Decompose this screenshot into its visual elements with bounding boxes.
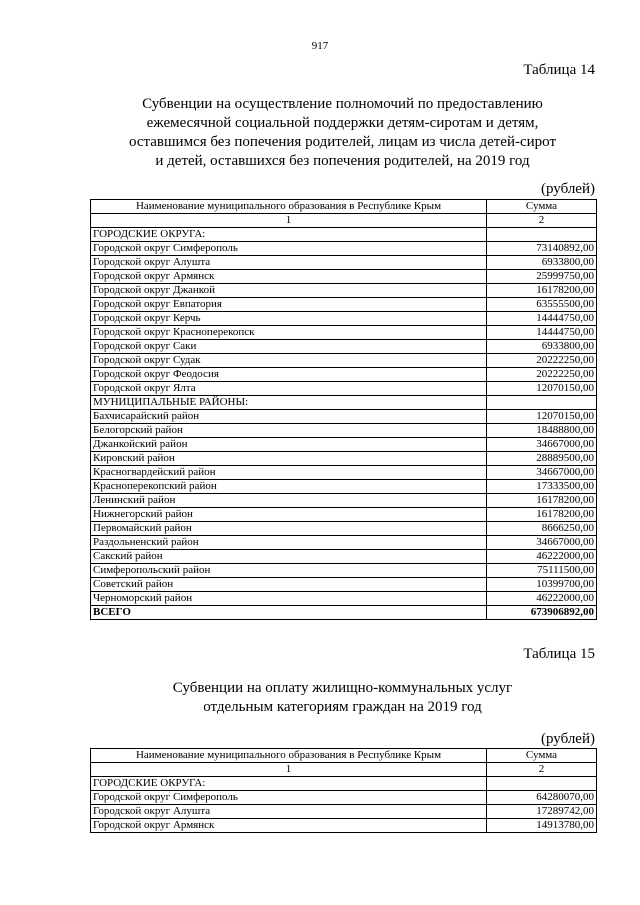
table-row: [91, 550, 597, 564]
municipality-name: Городской округ Армянск: [91, 819, 487, 833]
amount-cell: [487, 228, 597, 242]
amount-cell: 25999750,00: [487, 270, 597, 284]
amount-cell: 34667000,00: [487, 438, 597, 452]
amount-cell: 18488800,00: [487, 424, 597, 438]
table-row: [91, 298, 597, 312]
municipality-name: Городской округ Алушта: [91, 256, 487, 270]
column-header-sum: Сумма: [487, 749, 597, 763]
amount-cell: [487, 396, 597, 410]
table-row: [91, 564, 597, 578]
amount-cell: 34667000,00: [487, 466, 597, 480]
table-row: [91, 522, 597, 536]
amount-cell: 46222000,00: [487, 550, 597, 564]
column-number: 2: [487, 214, 597, 228]
title-line: и детей, оставшихся без попечения родителей, на 2019 год: [155, 153, 530, 169]
amount-cell: 17289742,00: [487, 805, 597, 819]
municipality-name: Симферопольский район: [91, 564, 487, 578]
table-row: [91, 312, 597, 326]
municipality-name: Советский район: [91, 578, 487, 592]
table-row: [91, 368, 597, 382]
table-row: [91, 424, 597, 438]
amount-cell: 17333500,00: [487, 480, 597, 494]
table-row: [91, 791, 597, 805]
page-number: 917: [311, 40, 329, 52]
amount-cell: 16178200,00: [487, 494, 597, 508]
municipality-name: Белогорский район: [91, 424, 487, 438]
table-row: [91, 480, 597, 494]
table-row: [91, 228, 597, 242]
municipality-name: Городской округ Симферополь: [91, 791, 487, 805]
table-row: [91, 326, 597, 340]
amount-cell: 46222000,00: [487, 592, 597, 606]
table-row: [91, 256, 597, 270]
table-row: [91, 777, 597, 791]
municipality-name: Городской округ Судак: [91, 354, 487, 368]
amount-cell: 28889500,00: [487, 452, 597, 466]
municipality-name: МУНИЦИПАЛЬНЫЕ РАЙОНЫ:: [91, 396, 487, 410]
total-label: ВСЕГО: [91, 606, 487, 620]
column-header-name: Наименование муниципального образования в Республике Крым: [91, 749, 487, 763]
municipality-name: Кировский район: [91, 452, 487, 466]
amount-cell: 8666250,00: [487, 522, 597, 536]
table-14-body: [91, 228, 597, 620]
amount-cell: 20222250,00: [487, 354, 597, 368]
header-row: [91, 749, 597, 763]
municipality-name: Нижнегорский район: [91, 508, 487, 522]
table-row: [91, 578, 597, 592]
municipality-name: Ленинский район: [91, 494, 487, 508]
column-number-row: [91, 763, 597, 777]
table-row: [91, 340, 597, 354]
table-row: [91, 242, 597, 256]
table-14-title: [90, 95, 595, 171]
table-row: [91, 284, 597, 298]
total-amount: 673906892,00: [487, 606, 597, 620]
header-row: [91, 200, 597, 214]
amount-cell: 20222250,00: [487, 368, 597, 382]
municipality-name: Сакский район: [91, 550, 487, 564]
amount-cell: 73140892,00: [487, 242, 597, 256]
table-14-units: (рублей): [540, 181, 595, 197]
table-15-label: Таблица 15: [523, 646, 595, 662]
table-14: [90, 199, 597, 620]
amount-cell: 6933800,00: [487, 340, 597, 354]
municipality-name: Городской округ Ялта: [91, 382, 487, 396]
amount-cell: [487, 777, 597, 791]
title-line: Субвенции на осуществление полномочий по предоставлению: [142, 96, 543, 112]
table-row: [91, 508, 597, 522]
table-row: [91, 494, 597, 508]
amount-cell: 12070150,00: [487, 410, 597, 424]
table-row: [91, 410, 597, 424]
amount-cell: 16178200,00: [487, 508, 597, 522]
table-15-units: (рублей): [540, 731, 595, 747]
table-row: [91, 270, 597, 284]
table-row: [91, 466, 597, 480]
table-15-body: [91, 777, 597, 833]
table-15: [90, 748, 597, 833]
table-14-label: Таблица 14: [523, 62, 595, 78]
municipality-name: Красноперекопский район: [91, 480, 487, 494]
municipality-name: Джанкойский район: [91, 438, 487, 452]
table-row: [91, 396, 597, 410]
table-row: [91, 382, 597, 396]
title-line: оставшимся без попечения родителей, лицам из числа детей-сирот: [128, 134, 557, 150]
column-number: 2: [487, 763, 597, 777]
amount-cell: 12070150,00: [487, 382, 597, 396]
amount-cell: 34667000,00: [487, 536, 597, 550]
column-header-name: Наименование муниципального образования в Республике Крым: [91, 200, 487, 214]
amount-cell: 14444750,00: [487, 312, 597, 326]
table-row: [91, 452, 597, 466]
table-15-title: [90, 679, 595, 717]
title-line: ежемесячной социальной поддержки детям-сиротам и детям,: [146, 115, 539, 131]
municipality-name: Городской округ Саки: [91, 340, 487, 354]
table-row: [91, 354, 597, 368]
municipality-name: Красногвардейский район: [91, 466, 487, 480]
municipality-name: Раздольненский район: [91, 536, 487, 550]
municipality-name: Бахчисарайский район: [91, 410, 487, 424]
amount-cell: 63555500,00: [487, 298, 597, 312]
amount-cell: 16178200,00: [487, 284, 597, 298]
municipality-name: Городской округ Симферополь: [91, 242, 487, 256]
municipality-name: Первомайский район: [91, 522, 487, 536]
municipality-name: Городской округ Джанкой: [91, 284, 487, 298]
column-number: 1: [91, 214, 487, 228]
amount-cell: 14913780,00: [487, 819, 597, 833]
table-row: [91, 438, 597, 452]
amount-cell: 10399700,00: [487, 578, 597, 592]
column-number-row: [91, 214, 597, 228]
municipality-name: Городской округ Алушта: [91, 805, 487, 819]
municipality-name: Городской округ Евпатория: [91, 298, 487, 312]
table-row: [91, 819, 597, 833]
table-row: [91, 592, 597, 606]
column-header-sum: Сумма: [487, 200, 597, 214]
amount-cell: 75111500,00: [487, 564, 597, 578]
amount-cell: 6933800,00: [487, 256, 597, 270]
municipality-name: Городской округ Красноперекопск: [91, 326, 487, 340]
title-line: отдельным категориям граждан на 2019 год: [203, 699, 482, 715]
municipality-name: Городской округ Армянск: [91, 270, 487, 284]
amount-cell: 14444750,00: [487, 326, 597, 340]
total-row: [91, 606, 597, 620]
municipality-name: ГОРОДСКИЕ ОКРУГА:: [91, 777, 487, 791]
table-row: [91, 805, 597, 819]
table-row: [91, 536, 597, 550]
municipality-name: Городской округ Феодосия: [91, 368, 487, 382]
municipality-name: ГОРОДСКИЕ ОКРУГА:: [91, 228, 487, 242]
column-number: 1: [91, 763, 487, 777]
municipality-name: Черноморский район: [91, 592, 487, 606]
title-line: Субвенции на оплату жилищно-коммунальных услуг: [172, 680, 513, 696]
municipality-name: Городской округ Керчь: [91, 312, 487, 326]
amount-cell: 64280070,00: [487, 791, 597, 805]
